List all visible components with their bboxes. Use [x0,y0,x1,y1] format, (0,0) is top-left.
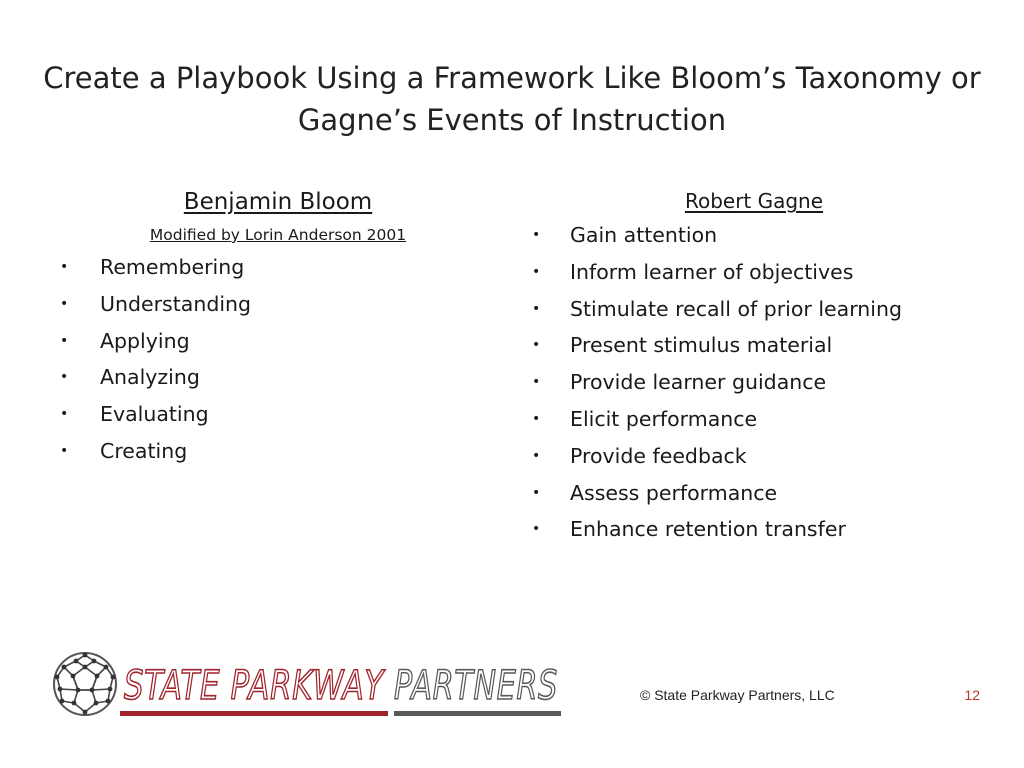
bullet-icon: • [532,300,541,317]
list-item: • Creating [52,436,504,466]
svg-text:Partners: Partners [394,663,558,709]
list-item: • Gain attention [524,220,984,250]
list-item: • Evaluating [52,399,504,429]
logo-bar-red [120,711,388,716]
list-item: • Analyzing [52,362,504,392]
list-item: • Assess performance [524,478,984,508]
list-item: • Present stimulus material [524,330,984,360]
bullet-icon: • [60,442,69,459]
state-parkway-logo [50,651,565,721]
bullet-icon: • [532,484,541,501]
bloom-heading: Benjamin Bloom [183,189,373,215]
bullet-icon: • [532,521,541,538]
list-item: • Inform learner of objectives [524,257,984,287]
list-item: • Remembering [52,252,504,282]
bullet-icon: • [60,332,69,349]
copyright-text: © State Parkway Partners, LLC [640,687,835,703]
logo-wordmark-red [124,663,386,709]
gagne-list [524,220,984,544]
logo-bar-gray [394,711,561,716]
bullet-icon: • [60,259,69,275]
bullet-icon: • [532,337,541,354]
gagne-heading: Robert Gagne [684,189,824,213]
bullet-icon: • [532,410,541,427]
gagne-column [524,184,984,551]
list-item: • Understanding [52,289,504,319]
list-item: • Provide feedback [524,441,984,471]
list-item: • Enhance retention transfer [524,514,984,544]
logo-wordmark-gray [394,663,558,709]
list-item: • Stimulate recall of prior learning [524,294,984,324]
bullet-icon: • [532,263,541,280]
list-item: • Provide learner guidance [524,367,984,397]
bloom-subheading: Modified by Lorin Anderson 2001 [149,226,407,244]
bullet-icon: • [60,369,69,386]
bullet-icon: • [532,447,541,464]
list-item: • Elicit performance [524,404,984,434]
bloom-column [52,184,504,473]
bullet-icon: • [532,227,541,243]
bullet-icon: • [532,374,541,391]
svg-text:State Parkway: State Parkway [124,663,386,709]
buckyball-icon [54,653,116,715]
bullet-icon: • [60,406,69,423]
page-number: 12 [964,687,980,703]
slide-title: Create a Playbook Using a Framework Like Bloom’s Taxonomy or Gagne’s Events of Instruction [43,61,981,137]
bullet-icon: • [60,295,69,312]
list-item: • Applying [52,326,504,356]
bloom-list [52,252,504,466]
